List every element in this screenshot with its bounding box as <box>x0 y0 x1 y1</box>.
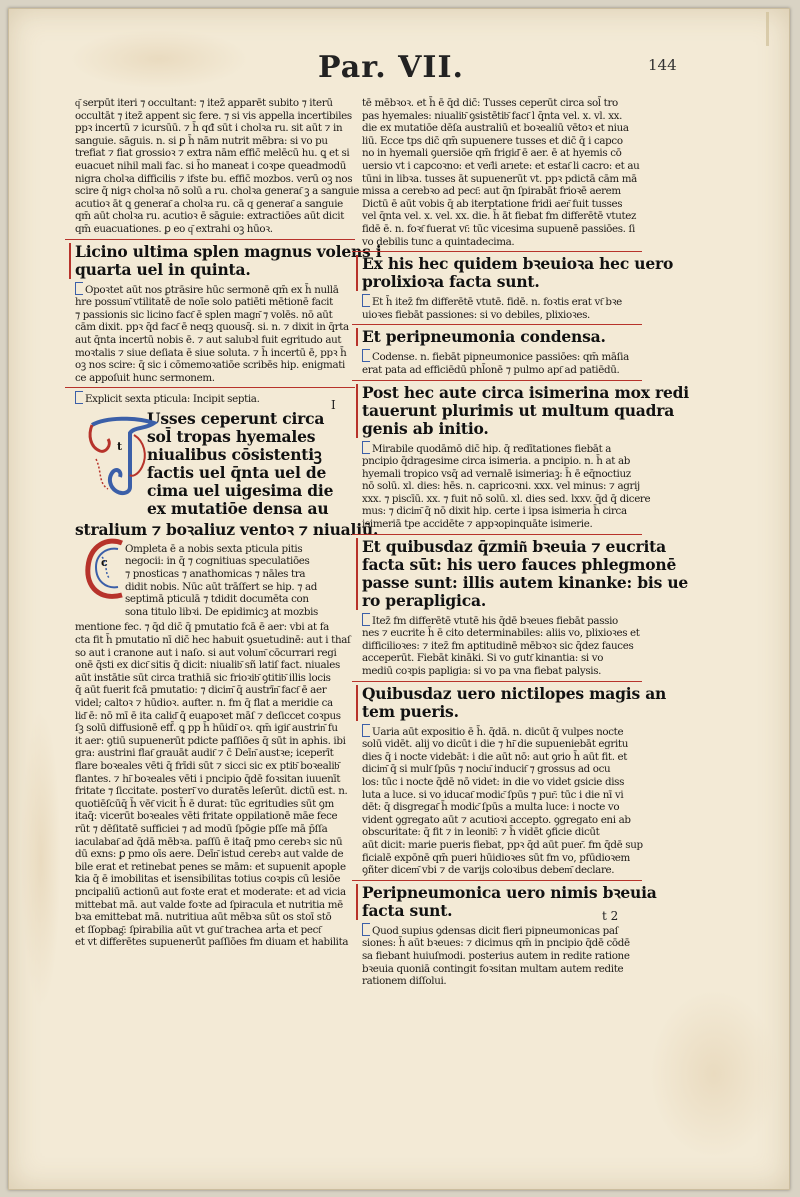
text-span: Explicit sexta pticula: Incipit septia. <box>85 393 260 406</box>
text-span: Codense. n. fiebāt pipneumonice passiōes: qm̄ māſia <box>372 351 629 364</box>
rubric-rule <box>352 380 642 381</box>
pencil-mark <box>766 12 769 46</box>
text-line: sa fiebant huiuſmodi. posterius autem in redite ratione <box>362 949 630 962</box>
text-line: hyemali tropico vsq̄ ad vernalē isimeriaꝫ: h̄ ē eq̄noctiuz <box>362 467 631 480</box>
heading-line: Et quibusdaz q̄zmin͂ bꝛeuia ⁊ eucrita <box>362 536 666 556</box>
commentary-paragraph <box>362 441 651 531</box>
paragraph-mark-icon <box>362 294 370 307</box>
commentary-paragraph <box>362 349 644 376</box>
text-line: tūni in libꝛa. tusses āt supuenerūt vt. ppꝛ pdictā cām mā <box>362 172 637 185</box>
paragraph-mark-icon <box>75 282 83 295</box>
paragraph-mark-icon <box>362 724 370 737</box>
text-span: Et h̄ itez̄ fm differētē vtutē. fidē. n. foꝛtis erat vt͂ bꝛe <box>372 296 622 309</box>
text-line <box>362 349 644 364</box>
text-line: dēt: q̄ disgregat͂ h̄ modic͂ ſpūs a multa luce: i nocte vo <box>362 801 620 814</box>
text-line: videl; caltoꝛ ⁊ hūdioꝛ. aufter. n. fm q̄ flat a meridie ca <box>75 697 333 709</box>
heading-line: facta sunt. <box>362 900 453 920</box>
text-line: nes ⁊ eucrite h̄ ē cito determinabiles: aliis vo, plixioꝛes et <box>362 627 640 640</box>
rubric-rule <box>352 880 642 881</box>
decorated-initial-t-icon <box>86 415 158 497</box>
text-line: liū. Ecce tps dic̄ qm̄ supuenere tusses et dic̄ q̄ i capco <box>362 134 623 147</box>
text-line: euacuet nihil mali fac. si h̄o maneat i coꝛpe queadmodū <box>75 159 347 172</box>
heading-line: Quibusdaz uero nictilopes magis an <box>362 683 667 703</box>
text-line <box>362 441 644 456</box>
text-line: gra: austrini flat͂ grauāt audit͂ ⁊ c̄ Deīn͂ austꝛe; iceperīt <box>75 747 334 760</box>
paragraph-mark-icon <box>362 349 370 362</box>
commentary-paragraph <box>75 282 357 385</box>
text-line: quotiēſcūq̄ h̄ vēt͂ vicit h̄ ē durat: tūc egritudies sūt ꝯm <box>75 797 334 810</box>
text-line: onē q̄sti ex dict͂ sitis q̄ dicit: niualib͂ sñ latiſ fact. niuales <box>75 659 340 672</box>
text-line: nigra cholꝛa difficilis ⁊ ifste bu. effic̄ mozbos. verū oꝫ nos <box>75 172 353 185</box>
text-line: oꝫ nos scire: q̄ sic i cōmemoꝛatiōe scribēs hip. enigmati <box>75 359 345 372</box>
running-title: Par. VII. <box>318 50 464 85</box>
text-line <box>362 923 644 938</box>
decorated-initial-c-icon <box>82 535 130 603</box>
paper-stain <box>69 29 249 89</box>
text-line: mediū coꝛpis papligia: si vo pa vna fiebat palysis. <box>362 665 602 678</box>
text-line: ce appoſuit hunc sermonem. <box>75 371 215 384</box>
heading-line: Ex his hec quidem bꝛeuioꝛa hec uero <box>362 254 674 274</box>
rubric-rule <box>65 387 355 388</box>
right-column <box>362 97 689 991</box>
heading-line: quarta uel in quinta. <box>75 259 251 279</box>
commentary-paragraph <box>75 97 360 236</box>
heading-line: tauerunt plurimis ut multum quadra <box>362 400 675 420</box>
text-line: sanguie. sāguis. n. si ꝑ h̄ nām nutrit mēbra: si vo pu <box>75 134 328 147</box>
aphorism-heading <box>356 683 667 721</box>
text-line: isimeriā tpe accidēte ⁊ appꝛopinquāte isimerie. <box>362 518 593 531</box>
paper-stain <box>649 989 779 1159</box>
explicit-line <box>75 391 357 406</box>
text-line: qm̄ euacuationes. ꝑ eo q͂ extrahi oꝫ hūoꝛ. <box>75 222 273 235</box>
text-span: Opoꝛtet aūt nos ꝑtrāsire hūc sermonē qm̄ ex h̄ nullā <box>85 283 339 296</box>
text-line: aūt instātie sūt circa trathiā sic frioꝛib͂ ꝯtitib͂ illis locis <box>75 671 331 684</box>
text-line: bꝛa emittebat mā. nutritiua aūt mēbꝛa sūt os stoī stō <box>75 911 332 924</box>
text-line: it aer: ꝯtiū supuenerūt pdicte paſſiōes q̄ sūt in aphis. ibi <box>75 734 346 747</box>
text-span: Mirabile quodāmō dic̄ hip. q̄ redītationes fiebāt a <box>372 442 612 455</box>
text-line: scire q̄ nigꝛ cholꝛa nō solū a ru. cholꝛa generat͂ ꝫ a sanguie <box>75 185 360 198</box>
text-line: rūt ⁊ dēſitatē sufficiei ⁊ ad modū ſpōgie pſſe mā p̄ſſa <box>75 822 328 835</box>
commentary-paragraph <box>362 294 644 321</box>
text-line: rationem diſſolui. <box>362 975 447 988</box>
text-line: erat pata ad efficiēdū phl̄onē ⁊ pulmo apt͂ ad patiēdū. <box>362 363 620 376</box>
text-line: solū vidēt. alij vo dicūt i die ⁊ hi͂ die supueniebāt egritu <box>362 738 628 751</box>
text-span: Itez̄ fm differētē vtutē his q̄dē bꝛeues fiebāt passio <box>372 614 618 627</box>
text-line: difficilioꝛes: ⁊ itez̄ fm aptitudinē mēbꝛoꝛ sic q̄dez fauces <box>362 639 634 652</box>
text-line <box>362 294 644 309</box>
commentary-paragraph <box>362 613 644 678</box>
heading-line: Post hec aute circa isimerina mox redi <box>362 382 689 402</box>
text-line: ſꝫ solū diffusionē eff̄. ꝗ pp h̄ hūidi͂ oꝛ. qm̄ igit͂ austrin͂ fu <box>75 722 338 735</box>
paragraph-mark-icon <box>362 923 370 936</box>
text-line: sona titulo libꝛi. De epidimicꝫ at mozbis <box>125 605 318 618</box>
left-column <box>75 97 382 952</box>
text-line: mus: ⁊ dicim͂ q̄ nō dixit hip. certe i ipsa isimeria h̄ circa <box>362 505 627 518</box>
folio-number: 144 <box>648 56 677 74</box>
text-line: ⁊ pnosticas ⁊ anathomicas ⁊ nāles tra <box>125 568 306 581</box>
aphorism-heading <box>356 328 644 346</box>
text-line: obscuritate: q̄ fit ⁊ in leonib͂: ⁊ h̄ vidēt ꝯficie dicūt <box>362 826 600 839</box>
text-line: vel q̄nta vel. x. vel. xx. die. h̄ āt fiebat fm differētē vtutez <box>362 210 637 223</box>
text-line: nō solū. xl. dies: hēs. n. capricoꝛni. xxx. vel minus: ⁊ agrij <box>362 480 640 493</box>
heading-line: prolixioꝛa facta sunt. <box>362 272 540 292</box>
text-line: Ompleta ē a nobis sexta pticula pitis <box>125 542 303 555</box>
text-line: q͂ serpūt iteri ⁊ occultant: ⁊ itez̄ apparēt subito ⁊ iterū <box>75 97 333 109</box>
text-line: Dictū ē aūt vobis q̄ ab iterptatione fridi aer͂ fuit tusses <box>362 197 623 210</box>
paragraph-mark-icon <box>75 391 83 404</box>
text-line: ꝁia q̄ ē imobilitas et isensibilitas totius coꝛpis cū lesiōe <box>75 873 341 886</box>
text-line: didit nobis. Nūc aūt trāſfert se hip. ⁊ ad <box>125 580 317 593</box>
text-line: vident ꝯgregato aūt ⁊ acutioꝛi accepto. ꝯgregato eni ab <box>362 813 631 826</box>
text-line: lid͂ ē: nō mī ē ita calid͂ q̄ euapoꝛet māſ ⁊ deſiccet coꝛpus <box>75 709 341 722</box>
rubric-rule <box>65 239 355 240</box>
text-line: bꝛeuia quoniā contingit foꝛsitan multam autem redite <box>362 962 624 975</box>
heading-line: Et peripneumonia condensa. <box>362 327 606 347</box>
text-line: flare boꝛeales vēti q̄ frīdi sūt ⁊ sicci sic ex ptib͂ boꝛealib͂ <box>75 759 340 772</box>
text-line: trefiat ⁊ fiat grossioꝛ ⁊ extra nām effic̄ melēcū hu. ꝗ et si <box>75 147 350 160</box>
heading-line: factis uel q̄nta uel de <box>147 462 327 482</box>
text-line: pncipaliū actionū aut foꝛte erat et moderate: et ad vicia <box>75 885 346 898</box>
text-line: los: tūc i nocte q̄dē nō videt: in die vo videt gsicie diss <box>362 776 625 788</box>
rubric-rule <box>352 324 642 325</box>
heading-line: niualibus cōsistentiꝫ <box>147 444 322 464</box>
text-line: moꝛtalis ⁊ siue deſiata ē siue soluta. ⁊ h̄ incertū ē, ppꝛ h̄ <box>75 346 347 359</box>
aphorism-number: I <box>331 398 336 412</box>
text-line: aūt dicit: marie pueris fiebat, ppꝛ q̄d aūt puer͂. fm q̄dē sup <box>362 838 643 851</box>
text-line: luta a luce. si vo iducat͂ modic͂ ſpūs ⁊ pur͂: tūc i die nī vi <box>362 788 624 801</box>
text-line: bile erat et retinebat penes se mām: et supuenit apople <box>75 860 346 873</box>
text-line: dies q̄ i nocte videbāt: i die aūt nō: aut ꝯrio h̄ aūt fit. et <box>362 750 628 763</box>
text-span: Quod supius ꝯdensas dicit fieri pipneumonicas paſ <box>372 924 619 937</box>
text-line: uersio vt i capcoꝛno: et ver͂li arıete: et estat͂ li cacro: et au <box>362 159 640 172</box>
text-line: ꝯñter dicem͂ vbi ⁊ de varijs coloꝛibus debem͂ declare. <box>362 864 615 877</box>
guide-letter: c <box>101 556 108 569</box>
aphorism-heading <box>356 882 657 920</box>
text-line: occultāt ⁊ itez̄ appent sic fere. ⁊ si vis appella incertibiles <box>75 109 352 122</box>
commentary-paragraph <box>362 923 644 988</box>
text-line: q̄ aūt fuerit fcā pmutatio: ⁊ dicim͂ q̄ austrīn͂ fact͂ ē aer <box>75 684 327 697</box>
commentary-paragraph <box>75 621 357 948</box>
text-line: siones: h̄ aūt bꝛeues: ⁊ dicimus qm̄ in pncipio q̄dē cōdē <box>362 937 630 950</box>
text-line: dicim͂ q̄ si mult͂ ſpūs ⁊ nociu͂ inducit͂ ⁊ grossus ad ocu <box>362 763 611 776</box>
heading-line: stralium ⁊ boꝛaliuz ventoꝛ ⁊ niualiū. <box>75 519 379 539</box>
text-line: mittebat mā. aut valde foꝛte ad ſpiracula et nutritia mē <box>75 898 343 911</box>
text-line: no in hyemali ꝯuersiōe qm̄ frigid͂ ē aer. ē at hyemis cō <box>362 147 622 160</box>
text-line: pas hyemales: niualib͂ ꝯsistētib͂ fact͂ l q̄nta vel. x. vl. xx. <box>362 109 623 122</box>
heading-line: Usses ceperunt circa <box>147 408 325 428</box>
text-line: acutioꝛ āt ꝗ generat͂ a cholꝛa ru. cā q generat͂ a sanguie <box>75 197 343 210</box>
text-line: xxx. ⁊ piscīū. xx. ⁊ fuit nō solū. xl. dies sed. lxxv. q̄d q̄ dicere <box>362 492 651 505</box>
text-line: ficialē expōnē qm̄ pueri hūidioꝛes sūt fm vo, pfūdioꝛem <box>362 851 630 864</box>
text-line <box>75 282 357 297</box>
heading-line: facta sūt: his uero fauces phlegmonē <box>362 554 677 574</box>
commentary-paragraph <box>362 97 644 248</box>
text-line: aut q̄nta incertū nobis ē. ⁊ aut salubꝛl fuit egritudo aut <box>75 333 342 346</box>
text-line: ⁊ passionis sic licino fact͂ ē splen magn͂ ⁊ volēs. nō aūt <box>75 308 333 321</box>
heading-line: Peripneumonica uero nimis bꝛeuia <box>362 882 657 902</box>
heading-line: ro perapligica. <box>362 590 487 610</box>
text-line: fritate ⁊ ſiccitate. posteri͂ vo duratēs leſerūt. dictū est. n. <box>75 785 348 798</box>
text-line: so aut i cranone aut i naſo. si aut volum͂ cōcurrari regi <box>75 646 337 659</box>
text-line: qm̄ aūt cholꝛa ru. acutioꝛ ē sāguie: extractiōes aūt dicit <box>75 210 345 223</box>
heading-line: genis ab initio. <box>362 418 489 438</box>
text-line: et vt differētes supuenerūt paſſiōes fm diuam et habilita <box>75 936 349 949</box>
text-span: Uaria aūt expositio ē h̄. q̄dā. n. dicūt q̄ vulpes nocte <box>372 725 624 738</box>
heading-line: ex mutatiōe densa au <box>147 498 329 518</box>
aphorism-heading <box>356 254 674 292</box>
text-line <box>362 724 644 739</box>
text-line: et ſſopbag͂: ſpirabilia aūt vt gut͂ trachea arṫa et pect͂ <box>75 923 321 936</box>
heading-line: Licino ultima splen magnus volens i <box>75 241 382 261</box>
text-line: acceperūt. Fiebāt kināki. Si vo gutt͂ kinantia: si vo <box>362 652 604 665</box>
rubric-rule <box>352 681 642 682</box>
signature-mark: t 2 <box>602 909 619 923</box>
aphorism-heading <box>356 382 689 438</box>
text-line: missa a cerebꝛo ad pect͂: aut q̄n ſpirabāt frioꝛē aerem <box>362 185 621 198</box>
paragraph-mark-icon <box>362 613 370 626</box>
heading-line: tem pueris. <box>362 701 459 721</box>
text-line: mentione fec. ⁊ q̄d dic̄ q̄ pmutatio fcā ē aer: vbi at fa <box>75 621 329 634</box>
text-line: tē mēbꝛoꝛ. et h̄ ē q̄d dic̄: Tusses ceperūt circa sol̄ tro <box>362 97 618 109</box>
text-line: fidē ē. n. foꝛt͂ fuerat vt͂: tūc vicesima supuenē passiōes. ſi <box>362 222 635 235</box>
text-line: uioꝛes fiebāt passiones: si vo debiles, plixioꝛes. <box>362 308 590 321</box>
text-line: ppꝛ incertū ⁊ icursūū. ⁊ h̄ qđ sūt i cholꝛa ru. sit aūt ⁊ in <box>75 122 343 135</box>
text-line: itaq̄: vicerūt boꝛeales vēti fritate oppilationē māe fece <box>75 810 338 823</box>
text-line: flantes. ⁊ hi͂ boꝛeales vēti i pncipio q̄dē foꝛsitan iuuenīt <box>75 772 341 785</box>
rubric-rule <box>352 251 642 252</box>
text-line: dū exns: ꝑ pmo oīs aere. Deīn͂ istud cerebꝛ aut valde de <box>75 848 344 861</box>
text-line: negocii: in q̄ ⁊ cognitiuas speculatiōes <box>125 555 310 568</box>
aphorism-heading <box>356 536 689 610</box>
text-line: iaculabat͂ ad q̄dā mēbꝛa. paſſū ē itaq̄ pmo cerebꝛ sic nū <box>75 835 343 848</box>
text-line: septimā pticulā ⁊ tdidit documēta con <box>125 593 309 606</box>
paper-stain <box>21 709 61 1009</box>
text-line: cām dixit. ppꝛ q̄d fact͂ ē neqꝫ quousq̄. si. n. ⁊ dixit in q̄rta <box>75 321 349 334</box>
heading-line: sol̄ tropas hyemales <box>147 426 316 446</box>
text-line: pncipio q̄dragesime circa isimeria. a pncipio. n. h̄ at ab <box>362 455 630 468</box>
text-line: cta fit h̄ pmutatio nī dic̄ hec habuit ꝯsuetudinē: aut i thaſ <box>75 634 351 647</box>
heading-line: cima uel uigesima die <box>147 480 334 500</box>
text-line <box>362 613 644 628</box>
text-line: hre possum͂ vtilitatē de noīe solo patiēti mētionē facit <box>75 296 333 309</box>
aphorism-heading <box>69 241 382 279</box>
commentary-paragraph <box>362 724 644 877</box>
heading-line: passe sunt: illis autem kinanke: bis ue <box>362 572 689 592</box>
text-line: die ex mutatiōe dēſa australiū et boꝛealiū vētoꝛ et niua <box>362 122 629 135</box>
guide-letter: t <box>117 440 123 453</box>
paragraph-mark-icon <box>362 441 370 454</box>
rubric-rule <box>352 534 642 535</box>
text-line: vo debilis tunc a quintadecima. <box>362 235 515 248</box>
